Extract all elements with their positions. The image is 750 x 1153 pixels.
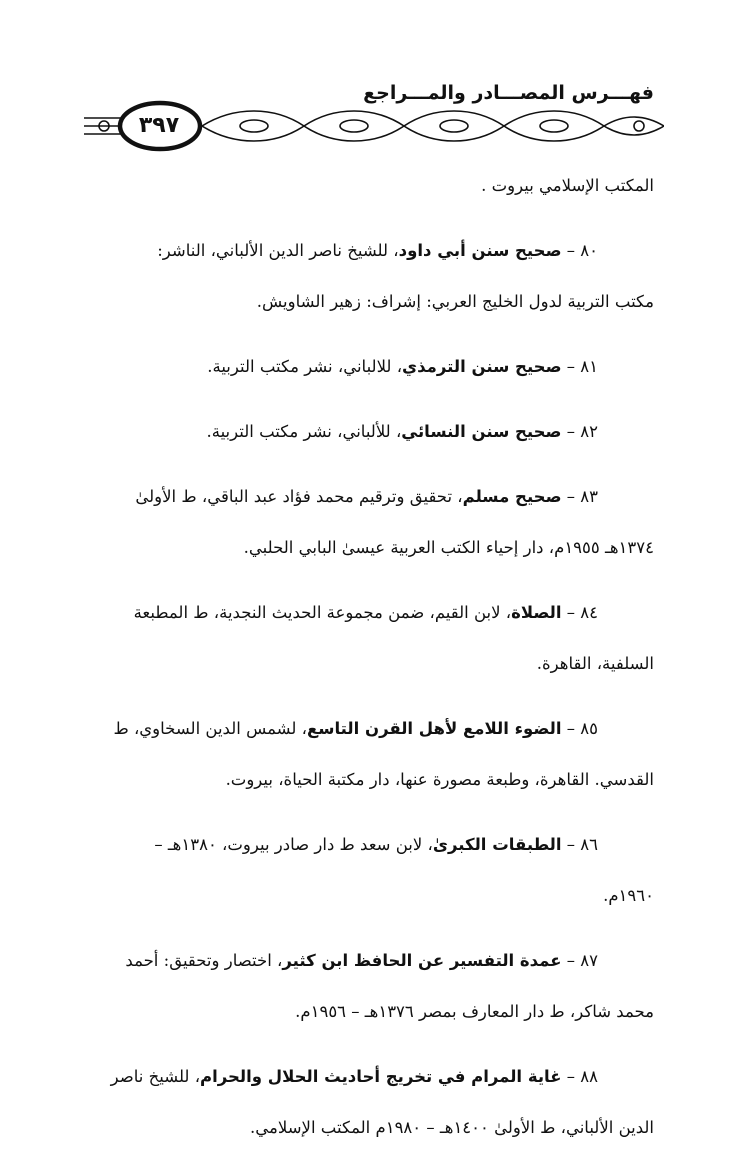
entry-number: ٨٧ – <box>566 951 598 970</box>
bibliography-list <box>84 160 654 1153</box>
entry-line: ١٣٧٤هـ ١٩٥٥م، دار إحياء الكتب العربية عيسىٰ البابي الحلبي. <box>243 538 654 557</box>
list-item <box>84 471 654 573</box>
entry-title: صحيح سنن النسائي <box>401 422 562 441</box>
entry-details: ، اختصار وتحقيق: أحمد <box>125 951 283 970</box>
list-item <box>84 160 654 211</box>
entry-title: صحيح مسلم <box>462 487 562 506</box>
entry-details: ، للألباني، نشر مكتب التربية. <box>206 422 402 441</box>
entry-details: ، لابن القيم، ضمن مجموعة الحديث النجدية، ط المطبعة <box>133 603 512 622</box>
entry-first-line <box>84 703 654 754</box>
entry-first-line <box>84 471 654 522</box>
entry-number: ٨٢ – <box>566 422 598 441</box>
list-item <box>84 819 654 921</box>
list-item <box>84 1051 654 1153</box>
entry-line: مكتب التربية لدول الخليج العربي: إشراف: زهير الشاويش. <box>256 292 654 311</box>
entry-number: ٨٣ – <box>566 487 598 506</box>
entry-number: ٨٥ – <box>566 719 598 738</box>
entry-line: المكتب الإسلامي بيروت . <box>481 176 654 195</box>
entry-line: السلفية، القاهرة. <box>536 654 654 673</box>
list-item <box>84 341 654 392</box>
entry-title: الطبقات الكبرىٰ <box>432 835 562 854</box>
entry-line: الدين الألباني، ط الأولىٰ ١٤٠٠هـ – ١٩٨٠م المكتب الإسلامي. <box>250 1118 654 1137</box>
entry-title: غاية المرام في تخريج أحاديث الحلال والحرام <box>200 1067 562 1086</box>
entry-line: محمد شاكر، ط دار المعارف بمصر ١٣٧٦هـ – ١٩٥٦م. <box>295 1002 654 1021</box>
entry-first-line <box>84 406 654 457</box>
entry-line: ١٩٦٠م. <box>603 886 654 905</box>
entry-title: صحيح سنن أبي داود <box>398 241 562 260</box>
entry-details: ، للشيخ ناصر الدين الألباني، الناشر: <box>157 241 399 260</box>
list-item <box>84 406 654 457</box>
list-item <box>84 587 654 689</box>
entry-first-line <box>84 341 654 392</box>
entry-details: ، تحقيق وترقيم محمد فؤاد عبد الباقي، ط الأولىٰ <box>135 487 463 506</box>
entry-details: ، للالباني، نشر مكتب التربية. <box>207 357 403 376</box>
entry-first-line <box>84 587 654 638</box>
list-item <box>84 703 654 805</box>
running-header-title: فهـــرس المصـــادر والمـــراجع <box>363 82 654 104</box>
entry-details: ، لشمس الدين السخاوي، ط <box>113 719 307 738</box>
entry-first-line <box>84 1051 654 1102</box>
entry-first-line <box>84 225 654 276</box>
entry-number: ٨٤ – <box>566 603 598 622</box>
entry-title: صحيح سنن الترمذي <box>402 357 562 376</box>
entry-number: ٨٨ – <box>566 1067 598 1086</box>
list-item <box>84 225 654 327</box>
entry-title: عمدة التفسير عن الحافظ ابن كثير <box>282 951 562 970</box>
entry-title: الضوء اللامع لأهل القرن التاسع <box>306 719 562 738</box>
list-item <box>84 935 654 1037</box>
entry-line: القدسي. القاهرة، وطبعة مصورة عنها، دار مكتبة الحياة، بيروت. <box>225 770 654 789</box>
entry-number: ٨١ – <box>566 357 598 376</box>
entry-details: ، للشيخ ناصر <box>110 1067 201 1086</box>
entry-details: ، لابن سعد ط دار صادر بيروت، ١٣٨٠هـ – <box>154 835 433 854</box>
entry-first-line <box>84 935 654 986</box>
entry-first-line <box>84 819 654 870</box>
page-number: ٣٩٧ <box>138 112 180 138</box>
entry-title: الصلاة <box>511 603 562 622</box>
entry-number: ٨٦ – <box>566 835 598 854</box>
entry-number: ٨٠ – <box>566 241 598 260</box>
